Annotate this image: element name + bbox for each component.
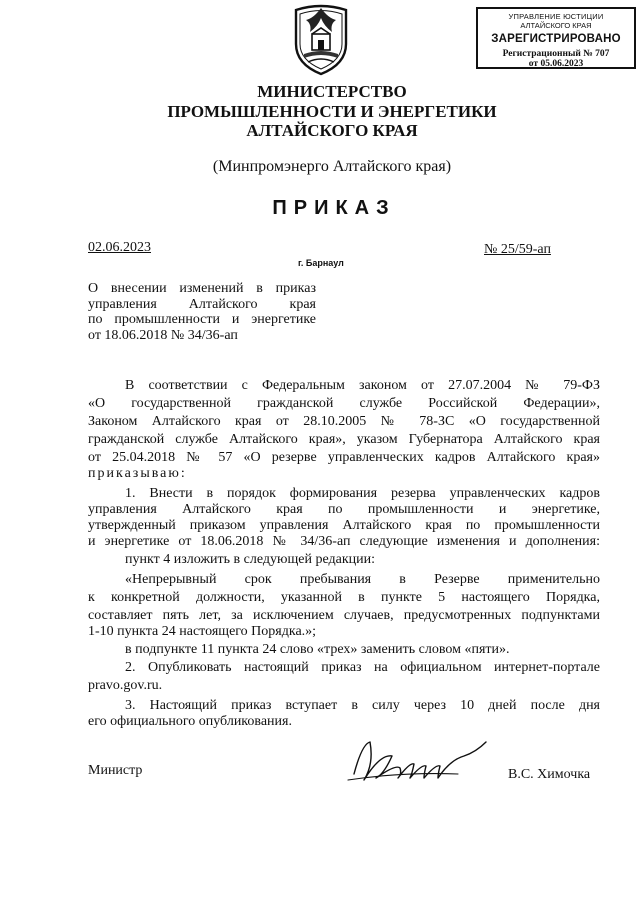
item1-line: утвержденный приказом управления Алтайского края по промышленности bbox=[88, 518, 600, 533]
quote-line: «Непрерывный срок пребывания в Резерве применительно bbox=[125, 572, 600, 587]
quote-line: составляет пять лет, за исключением случаев, предусмотренных подпунктами bbox=[88, 608, 600, 623]
quote-line: к конкретной должности, указанной в пункте 5 настоящего Порядка, bbox=[88, 590, 600, 605]
item1-line: управления Алтайского края по промышленности и энергетике, bbox=[88, 502, 600, 517]
item3-line: 3. Настоящий приказ вступает в силу через 10 дней после дня bbox=[125, 698, 600, 713]
stamp-registration-date: от 05.06.2023 bbox=[528, 59, 584, 69]
signer-position: Министр bbox=[88, 763, 143, 778]
stamp-authority-line1: УПРАВЛЕНИЕ ЮСТИЦИИ bbox=[508, 12, 604, 21]
item1-line: и энергетике от 18.06.2018 № 34/36-ап следующие изменения и дополнения: bbox=[88, 534, 600, 549]
order-subject bbox=[88, 281, 316, 343]
item2-line: pravo.gov.ru. bbox=[88, 678, 163, 693]
subject-line: по промышленности и энергетике bbox=[88, 312, 316, 327]
item1-subpoint11: в подпункте 11 пункта 24 слово «трех» заменить словом «пяти». bbox=[125, 642, 510, 657]
preamble-line: В соответствии с Федеральным законом от 27.07.2004 № 79-ФЗ bbox=[125, 378, 600, 393]
preamble-line: «О государственной гражданской службе Российской Федерации», bbox=[88, 396, 600, 411]
subject-line: управления Алтайского края bbox=[88, 296, 316, 312]
ministry-title-line3: АЛТАЙСКОГО КРАЯ bbox=[246, 121, 418, 140]
ministry-title-line1: МИНИСТЕРСТВО bbox=[257, 82, 407, 101]
item1-line: 1. Внести в порядок формирования резерва управленческих кадров bbox=[125, 486, 600, 501]
registration-stamp bbox=[476, 7, 636, 69]
order-word: приказываю: bbox=[88, 466, 187, 481]
item2-line: 2. Опубликовать настоящий приказ на официальном интернет-портале bbox=[125, 660, 600, 675]
preamble-line: Законом Алтайского края от 28.10.2005 № 78-ЗС «О государственной bbox=[88, 414, 600, 429]
stamp-registration-number: Регистрационный № 707 bbox=[502, 48, 610, 59]
handwritten-signature bbox=[340, 734, 490, 790]
preamble-line: гражданской службе Алтайского края», указом Губернатора Алтайского края bbox=[88, 432, 600, 447]
subject-line: от 18.06.2018 № 34/36-ап bbox=[88, 327, 238, 343]
order-number: № 25/59-ап bbox=[484, 242, 551, 257]
ministry-abbreviation: (Минпромэнерго Алтайского края) bbox=[212, 158, 452, 175]
subject-line: О внесении изменений в приказ bbox=[88, 281, 316, 296]
order-city: г. Барнаул bbox=[298, 258, 344, 268]
preamble-line: от 25.04.2018 № 57 «О резерве управленческих кадров Алтайского края» bbox=[88, 450, 600, 465]
item1-point4: пункт 4 изложить в следующей редакции: bbox=[125, 552, 375, 567]
document-type-title: ПРИКАЗ bbox=[272, 197, 396, 219]
quote-line: 1-10 пункта 24 настоящего Порядка.»; bbox=[88, 624, 317, 639]
stamp-status: ЗАРЕГИСТРИРОВАНО bbox=[491, 33, 621, 45]
stamp-authority-line2: АЛТАЙСКОГО КРАЯ bbox=[520, 20, 592, 30]
signer-name: В.С. Химочка bbox=[508, 767, 591, 782]
coat-of-arms-emblem bbox=[288, 4, 354, 76]
ministry-title-line2: ПРОМЫШЛЕННОСТИ И ЭНЕРГЕТИКИ bbox=[167, 102, 497, 121]
item3-line: его официального опубликования. bbox=[88, 714, 292, 729]
order-date: 02.06.2023 bbox=[88, 240, 151, 255]
